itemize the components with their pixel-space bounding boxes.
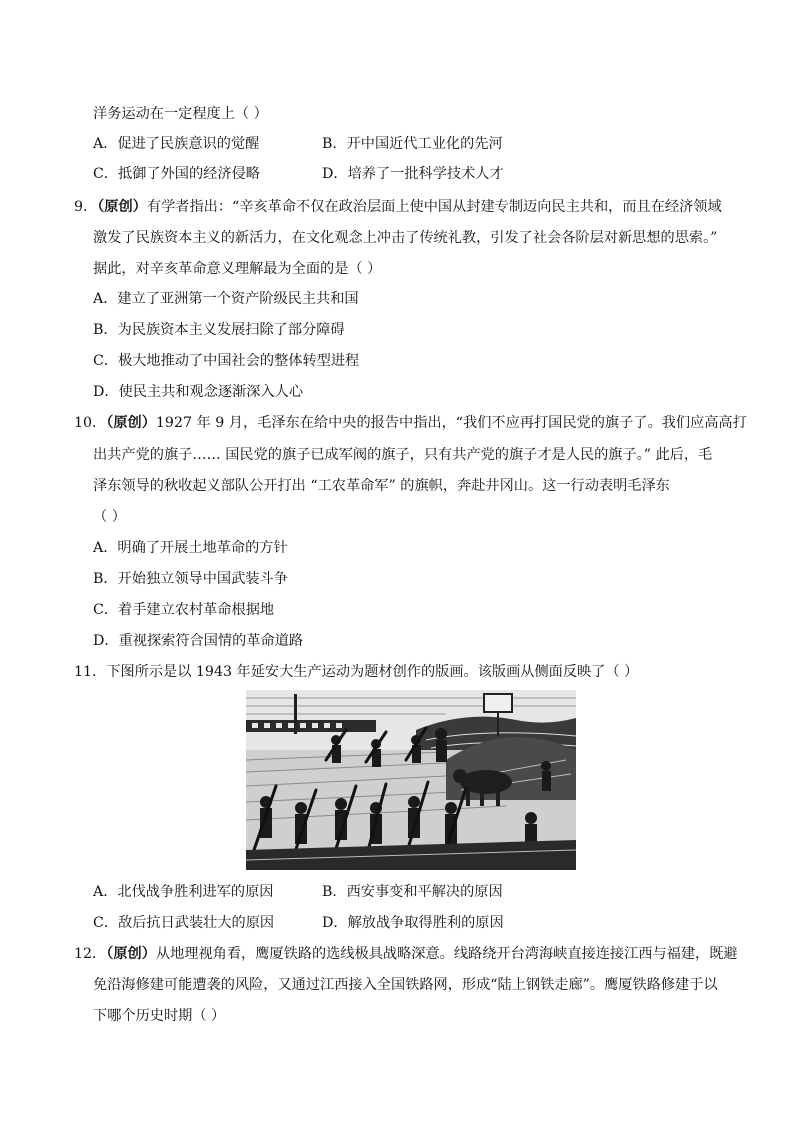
q10-option-a: A．明确了开展土地革命的方针 bbox=[93, 540, 288, 556]
q12-line1 bbox=[74, 944, 738, 964]
q8-stem: 洋务运动在一定程度上（ ） bbox=[93, 106, 268, 122]
q9-line1 bbox=[74, 197, 722, 217]
q10-text1: 1927 年 9 月，毛泽东在给中央的报告中指出，“我们不应再打国民党的旗子了。我们应高高打 bbox=[155, 415, 747, 431]
q9-line2: 激发了民族资本主义的新活力，在文化观念上冲击了传统礼教，引发了社会各阶层对新思想的思索。” bbox=[93, 230, 718, 246]
q12-tag: （原创） bbox=[106, 946, 156, 962]
q12-line3: 下哪个历史时期（ ） bbox=[93, 1008, 226, 1024]
q10-option-b: B．开始独立领导中国武装斗争 bbox=[93, 571, 288, 587]
q12-number: 12． bbox=[74, 946, 107, 962]
q12-text1: 从地理视角看，鹰厦铁路的选线极具战略深意。线路绕开台湾海峡直接连接江西与福建，既避 bbox=[155, 946, 738, 962]
q9-tag: （原创） bbox=[97, 199, 147, 215]
q10-line2: 出共产党的旗子…… 国民党的旗子已成军阀的旗子，只有共产党的旗子才是人民的旗子。” 此后，毛 bbox=[93, 447, 713, 463]
woodcut-print-image bbox=[246, 690, 576, 870]
q10-line1 bbox=[74, 413, 747, 433]
q9-option-b: B．为民族资本主义发展扫除了部分障碍 bbox=[93, 322, 345, 338]
q10-line3: 泽东领导的秋收起义部队公开打出 “工农革命军” 的旗帜，奔赴井冈山。这一行动表明毛泽东 bbox=[93, 478, 670, 494]
q10-line4: （ ） bbox=[93, 509, 126, 525]
q11-option-b: B．西安事变和平解决的原因 bbox=[322, 884, 503, 900]
q11-number: 11． bbox=[74, 664, 107, 680]
q9-number: 9． bbox=[74, 199, 98, 215]
q9-option-c: C．极大地推动了中国社会的整体转型进程 bbox=[93, 353, 360, 369]
q10-number: 10． bbox=[74, 415, 107, 431]
q11-line1 bbox=[74, 662, 638, 682]
q9-option-a: A．建立了亚洲第一个资产阶级民主共和国 bbox=[93, 291, 359, 307]
q9-text1: 有学者指出：“辛亥革命不仅在政治层面上使中国从封建专制迈向民主共和，而且在经济领域 bbox=[146, 199, 722, 215]
q11-option-c: C．敌后抗日武装壮大的原因 bbox=[93, 915, 275, 931]
q8-option-a: A．促进了民族意识的觉醒 bbox=[93, 136, 260, 152]
q11-text1: 下图所示是以 1943 年延安大生产运动为题材创作的版画。该版画从侧面反映了（ ） bbox=[106, 664, 639, 680]
q12-line2: 免沿海修建可能遭袭的风险，又通过江西接入全国铁路网，形成“陆上钢铁走廊”。鹰厦铁路修建于以 bbox=[93, 977, 718, 993]
q8-option-b: B．开中国近代工业化的先河 bbox=[322, 136, 503, 152]
q8-option-d: D．培养了一批科学技术人才 bbox=[322, 166, 504, 182]
q10-tag: （原创） bbox=[106, 415, 156, 431]
q9-line3: 据此，对辛亥革命意义理解最为全面的是（ ） bbox=[93, 261, 382, 277]
q9-option-d: D．使民主共和观念逐渐深入人心 bbox=[93, 384, 304, 400]
q8-option-c: C．抵御了外国的经济侵略 bbox=[93, 166, 260, 182]
q10-option-c: C．着手建立农村革命根据地 bbox=[93, 602, 275, 618]
q11-option-d: D．解放战争取得胜利的原因 bbox=[322, 915, 504, 931]
q11-option-a: A．北伐战争胜利进军的原因 bbox=[93, 884, 274, 900]
q10-option-d: D．重视探索符合国情的革命道路 bbox=[93, 633, 304, 649]
